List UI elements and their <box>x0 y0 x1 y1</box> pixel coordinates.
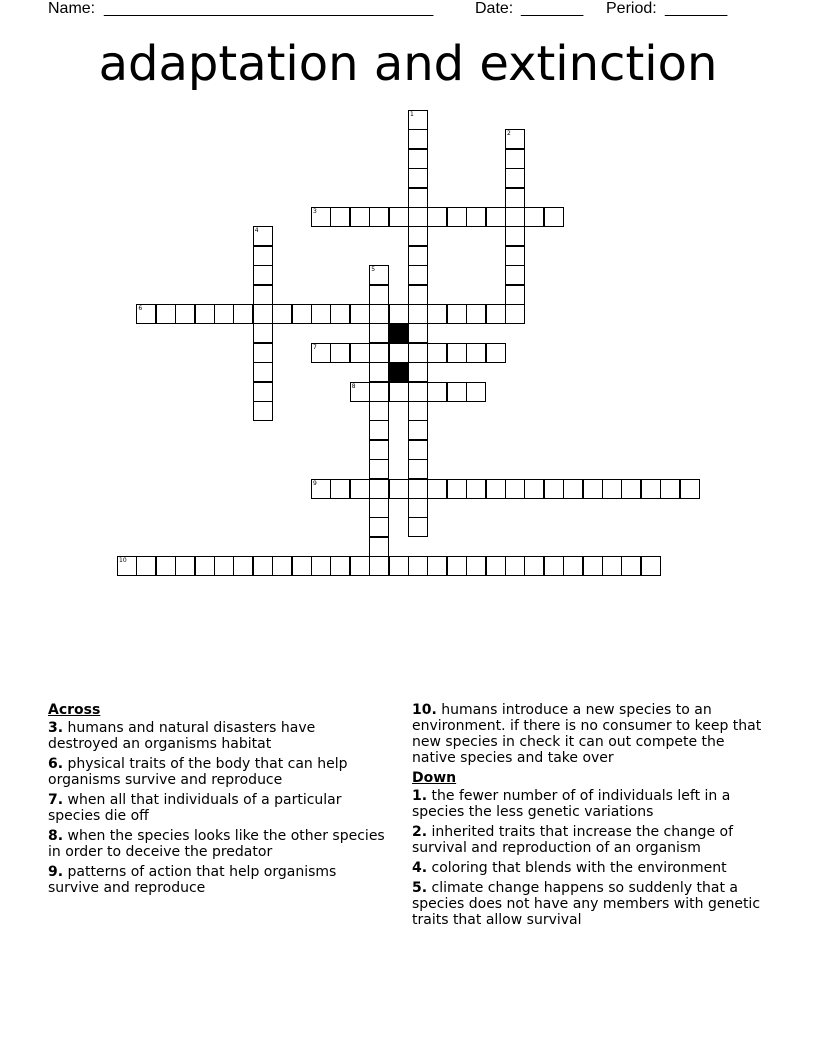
cell-number: 2 <box>507 130 511 138</box>
crossword-cell[interactable] <box>369 537 389 557</box>
crossword-cell[interactable] <box>389 343 409 363</box>
crossword-cell[interactable] <box>680 479 700 499</box>
crossword-cell[interactable] <box>408 110 428 130</box>
crossword-cell[interactable] <box>408 304 428 324</box>
crossword-cell[interactable] <box>505 226 525 246</box>
crossword-cell[interactable] <box>544 479 564 499</box>
crossword-cell[interactable] <box>292 556 312 576</box>
crossword-cell[interactable] <box>505 207 525 227</box>
clue-number: 10. <box>412 702 437 718</box>
crossword-cell[interactable] <box>330 304 350 324</box>
crossword-cell[interactable] <box>408 207 428 227</box>
crossword-cell[interactable] <box>136 304 156 324</box>
crossword-cell[interactable] <box>389 382 409 402</box>
crossword-cell[interactable] <box>272 304 292 324</box>
cell-number: 8 <box>351 382 356 390</box>
crossword-cell[interactable] <box>389 479 409 499</box>
clue-number: 6. <box>48 756 64 772</box>
clue-number: 8. <box>48 828 64 844</box>
clue-across-8 <box>48 828 388 860</box>
crossword-cell[interactable] <box>369 207 389 227</box>
crossword-cell[interactable] <box>466 479 486 499</box>
crossword-cell[interactable] <box>253 285 273 305</box>
crossword-cell[interactable] <box>408 285 428 305</box>
crossword-cell[interactable] <box>408 517 428 537</box>
crossword-cell[interactable] <box>253 323 273 343</box>
clue-number: 4. <box>412 860 428 876</box>
down-heading: Down <box>412 770 457 786</box>
crossword-cell[interactable] <box>466 556 486 576</box>
clue-across-10 <box>412 702 762 766</box>
clue-text: coloring that blends with the environment <box>431 860 727 876</box>
crossword-cell[interactable] <box>292 304 312 324</box>
crossword-cell[interactable] <box>641 479 661 499</box>
crossword-cell[interactable] <box>524 556 544 576</box>
crossword-cell[interactable] <box>427 304 447 324</box>
crossword-cell[interactable] <box>369 362 389 382</box>
crossword-cell[interactable] <box>253 265 273 285</box>
crossword-cell[interactable] <box>505 479 525 499</box>
crossword-cell[interactable] <box>486 343 506 363</box>
crossword-cell[interactable] <box>621 556 641 576</box>
crossword-cell[interactable] <box>486 556 506 576</box>
crossword-cell[interactable] <box>408 129 428 149</box>
crossword-cell[interactable] <box>505 129 525 149</box>
crossword-cell[interactable] <box>563 479 583 499</box>
crossword-cell[interactable] <box>563 556 583 576</box>
crossword-cell[interactable] <box>602 556 622 576</box>
crossword-cell[interactable] <box>311 343 331 363</box>
crossword-cell[interactable] <box>117 556 137 576</box>
crossword-cell[interactable] <box>447 207 467 227</box>
crossword-cell[interactable] <box>389 304 409 324</box>
crossword-cell[interactable] <box>544 207 564 227</box>
crossword-cell[interactable] <box>486 207 506 227</box>
clue-text: patterns of action that help organisms survive and reproduce <box>48 864 337 896</box>
name-field[interactable]: _____________________________________ <box>104 0 434 17</box>
crossword-cell[interactable] <box>253 382 273 402</box>
crossword-cell[interactable] <box>175 304 195 324</box>
crossword-cell[interactable] <box>427 479 447 499</box>
crossword-cell[interactable] <box>447 343 467 363</box>
crossword-cell[interactable] <box>505 556 525 576</box>
crossword-cell[interactable] <box>311 304 331 324</box>
clue-number: 1. <box>412 788 428 804</box>
crossword-cell[interactable] <box>369 265 389 285</box>
clue-across-3 <box>48 720 388 752</box>
crossword-cell[interactable] <box>447 556 467 576</box>
crossword-cell[interactable] <box>427 207 447 227</box>
crossword-cell[interactable] <box>156 304 176 324</box>
crossword-cell[interactable] <box>330 479 350 499</box>
crossword-cell[interactable] <box>486 479 506 499</box>
crossword-cell[interactable] <box>408 246 428 266</box>
crossword-cell[interactable] <box>330 556 350 576</box>
crossword-cell[interactable] <box>253 362 273 382</box>
crossword-cell[interactable] <box>408 265 428 285</box>
crossword-cell[interactable] <box>408 420 428 440</box>
cell-number: 9 <box>313 479 317 487</box>
crossword-cell[interactable] <box>466 382 486 402</box>
clue-text: humans introduce a new species to an environment. if there is no consumer to keep that new species in check it can out compete the native species and take over <box>412 702 762 766</box>
clue-number: 3. <box>48 720 64 736</box>
cell-number: 1 <box>410 111 414 118</box>
crossword-cell[interactable] <box>408 401 428 421</box>
crossword-cell[interactable] <box>350 556 370 576</box>
crossword-cell[interactable] <box>621 479 641 499</box>
crossword-black-cell <box>389 362 409 382</box>
crossword-cell[interactable] <box>369 420 389 440</box>
crossword-cell[interactable] <box>253 304 273 324</box>
crossword-cell[interactable] <box>505 188 525 208</box>
crossword-cell[interactable] <box>486 304 506 324</box>
crossword-cell[interactable] <box>447 304 467 324</box>
period-field[interactable]: _______ <box>665 0 728 17</box>
page-title: adaptation and extinction <box>98 36 718 92</box>
crossword-cell[interactable] <box>369 517 389 537</box>
crossword-cell[interactable] <box>505 168 525 188</box>
clue-across-7 <box>48 792 388 824</box>
crossword-cell[interactable] <box>447 382 467 402</box>
crossword-cell[interactable] <box>350 304 370 324</box>
crossword-cell[interactable] <box>311 479 331 499</box>
clue-number: 7. <box>48 792 64 808</box>
crossword-cell[interactable] <box>505 246 525 266</box>
clues-right-column <box>412 702 762 932</box>
clue-down-5 <box>412 880 762 928</box>
crossword-cell[interactable] <box>583 556 603 576</box>
clue-number: 9. <box>48 864 64 880</box>
crossword-cell[interactable] <box>583 479 603 499</box>
cell-number: 5 <box>371 266 376 274</box>
crossword-cell[interactable] <box>408 498 428 518</box>
crossword-cell[interactable] <box>369 304 389 324</box>
crossword-cell[interactable] <box>136 556 156 576</box>
crossword-cell[interactable] <box>195 304 215 324</box>
crossword-cell[interactable] <box>253 246 273 266</box>
crossword-cell[interactable] <box>369 556 389 576</box>
cell-number: 4 <box>254 227 259 235</box>
crossword-cell[interactable] <box>466 304 486 324</box>
crossword-cell[interactable] <box>369 323 389 343</box>
crossword-cell[interactable] <box>369 440 389 460</box>
crossword-cell[interactable] <box>427 556 447 576</box>
crossword-cell[interactable] <box>369 479 389 499</box>
crossword-cell[interactable] <box>466 207 486 227</box>
clue-text: physical traits of the body that can help organisms survive and reproduce <box>48 756 348 788</box>
clue-across-6 <box>48 756 388 788</box>
crossword-cell[interactable] <box>272 556 292 576</box>
crossword-cell[interactable] <box>408 323 428 343</box>
crossword-cell[interactable] <box>408 226 428 246</box>
crossword-cell[interactable] <box>311 556 331 576</box>
clue-down-4 <box>412 860 762 876</box>
cell-number: 3 <box>313 208 317 215</box>
crossword-cell[interactable] <box>602 479 622 499</box>
crossword-cell[interactable] <box>253 401 273 421</box>
crossword-cell[interactable] <box>330 207 350 227</box>
crossword-cell[interactable] <box>214 304 234 324</box>
crossword-cell[interactable] <box>389 207 409 227</box>
crossword-cell[interactable] <box>253 556 273 576</box>
crossword-cell[interactable] <box>427 382 447 402</box>
crossword-cell[interactable] <box>408 343 428 363</box>
crossword-cell[interactable] <box>660 479 680 499</box>
crossword-cell[interactable] <box>505 304 525 324</box>
clue-text: when all that individuals of a particular species die off <box>48 792 342 824</box>
crossword-cell[interactable] <box>505 149 525 169</box>
crossword-cell[interactable] <box>253 343 273 363</box>
clue-across-9 <box>48 864 388 896</box>
crossword-cell[interactable] <box>369 401 389 421</box>
crossword-cell[interactable] <box>505 265 525 285</box>
crossword-cell[interactable] <box>408 149 428 169</box>
date-field[interactable]: _______ <box>521 0 584 17</box>
crossword-cell[interactable] <box>524 207 544 227</box>
crossword-cell[interactable] <box>350 207 370 227</box>
crossword-cell[interactable] <box>544 556 564 576</box>
crossword-cell[interactable] <box>408 556 428 576</box>
clues-left-column <box>48 702 388 900</box>
cell-number: 10 <box>119 557 127 565</box>
crossword-cell[interactable] <box>369 382 389 402</box>
crossword-cell[interactable] <box>330 343 350 363</box>
crossword-cell[interactable] <box>369 459 389 479</box>
name-label: Name: <box>48 0 96 17</box>
crossword-cell[interactable] <box>369 343 389 363</box>
crossword-cell[interactable] <box>195 556 215 576</box>
across-heading: Across <box>48 702 101 718</box>
crossword-cell[interactable] <box>311 207 331 227</box>
crossword-cell[interactable] <box>369 498 389 518</box>
crossword-cell[interactable] <box>233 556 253 576</box>
clue-text: climate change happens so suddenly that a species does not have any members with genetic traits that allow survival <box>412 880 761 928</box>
crossword-cell[interactable] <box>175 556 195 576</box>
crossword-cell[interactable] <box>447 479 467 499</box>
crossword-cell[interactable] <box>408 440 428 460</box>
crossword-cell[interactable] <box>389 556 409 576</box>
crossword-black-cell <box>389 323 409 343</box>
clue-number: 2. <box>412 824 428 840</box>
clue-text: when the species looks like the other species in order to deceive the predator <box>48 828 385 860</box>
crossword-cell[interactable] <box>466 343 486 363</box>
crossword-cell[interactable] <box>369 285 389 305</box>
date-label: Date: <box>475 0 514 17</box>
crossword-cell[interactable] <box>505 285 525 305</box>
crossword-cell[interactable] <box>214 556 234 576</box>
crossword-cell[interactable] <box>350 382 370 402</box>
crossword-cell[interactable] <box>233 304 253 324</box>
crossword-cell[interactable] <box>253 226 273 246</box>
cell-number: 7 <box>313 343 317 351</box>
crossword-cell[interactable] <box>427 343 447 363</box>
cell-number: 6 <box>138 305 143 312</box>
clue-text: inherited traits that increase the change of survival and reproduction of an organism <box>412 824 734 856</box>
crossword-cell[interactable] <box>156 556 176 576</box>
crossword-cell[interactable] <box>408 459 428 479</box>
crossword-cell[interactable] <box>350 343 370 363</box>
crossword-cell[interactable] <box>408 168 428 188</box>
crossword-cell[interactable] <box>408 188 428 208</box>
crossword-cell[interactable] <box>350 479 370 499</box>
crossword-cell[interactable] <box>641 556 661 576</box>
crossword-cell[interactable] <box>408 479 428 499</box>
period-label: Period: <box>606 0 657 17</box>
clue-down-2 <box>412 824 762 856</box>
clue-text: humans and natural disasters have destroyed an organisms habitat <box>48 720 316 752</box>
crossword-cell[interactable] <box>408 382 428 402</box>
clue-text: the fewer number of of individuals left in a species the less genetic variations <box>412 788 731 820</box>
crossword-cell[interactable] <box>408 362 428 382</box>
clue-number: 5. <box>412 880 428 896</box>
clue-down-1 <box>412 788 762 820</box>
crossword-cell[interactable] <box>524 479 544 499</box>
